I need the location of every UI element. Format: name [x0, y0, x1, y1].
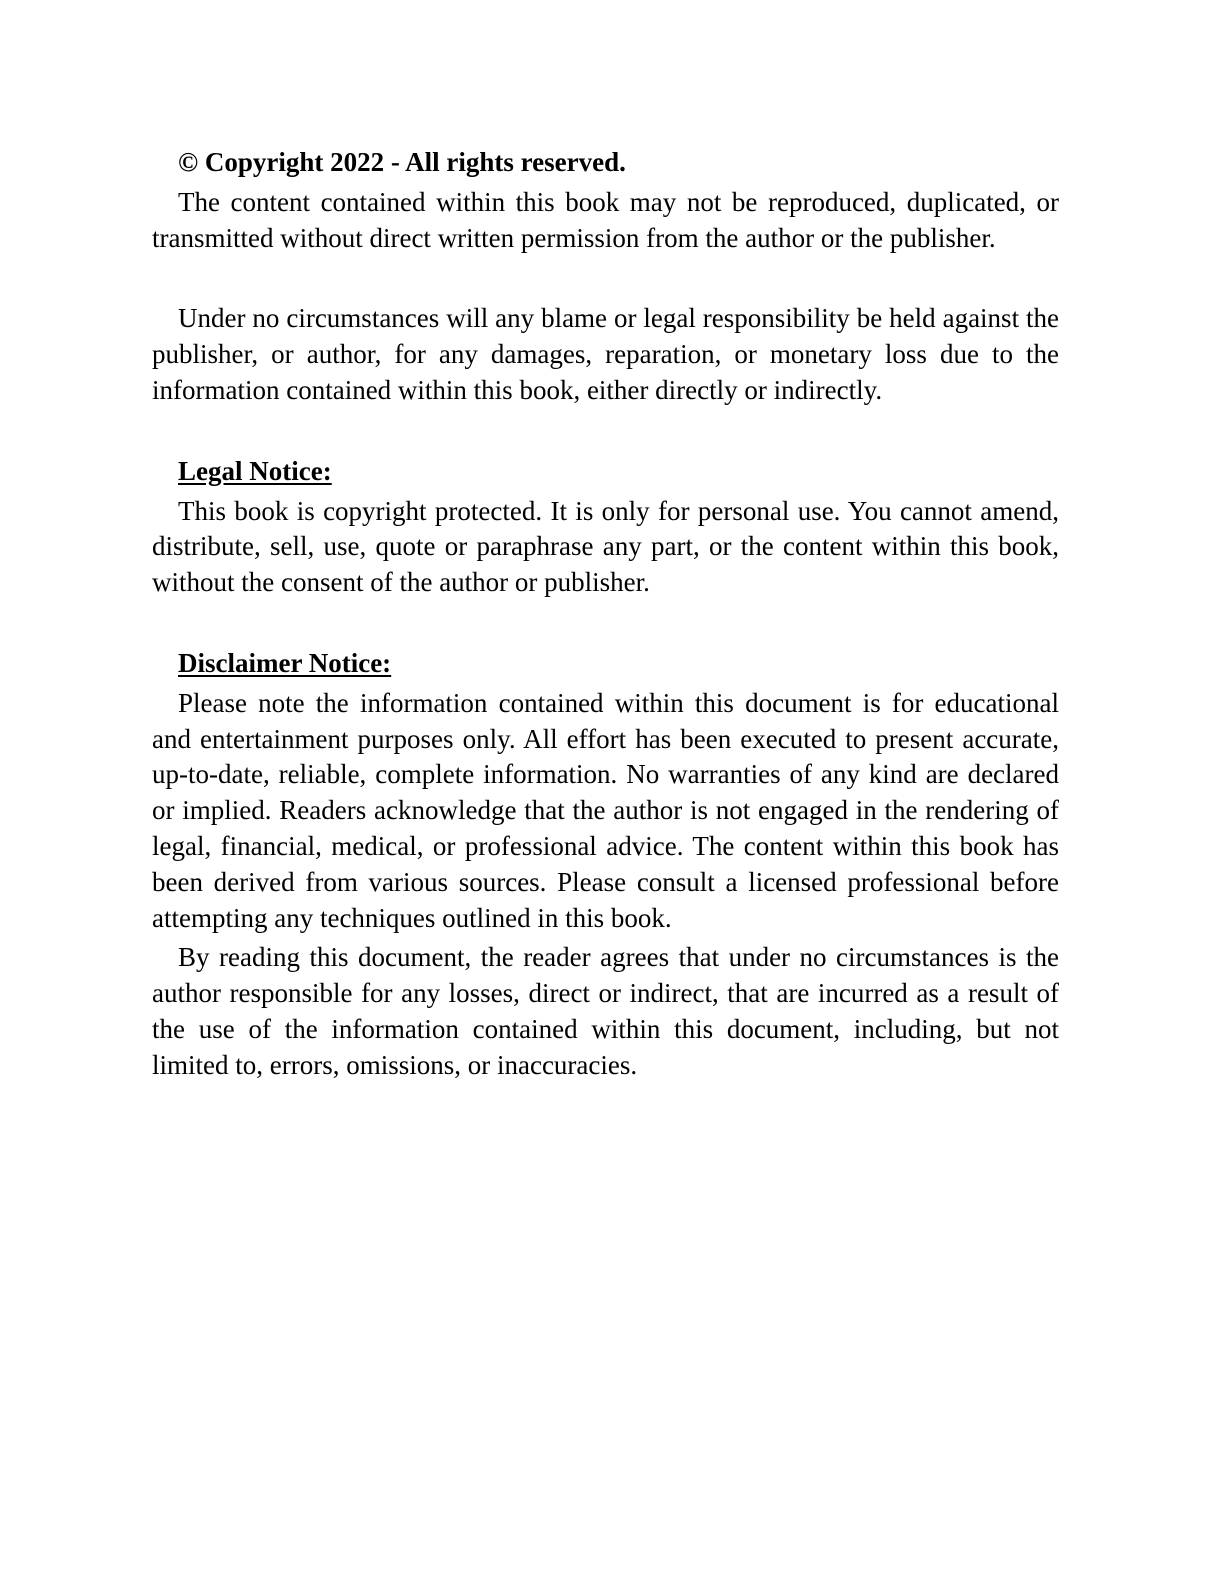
- copyright-paragraph: The content contained within this book may not be reproduced, duplicated, or transmitted without direct written permission from the author or the publisher.: [152, 186, 1059, 253]
- disclaimer-paragraph-1: Please note the information contained within this document is for educational and entertainment purposes only. All effort has been executed to present accurate, up-to-date, reliable, complete information. No warranties of any kind are declared or implied. Readers acknowledge that the author is not engaged in the rendering of legal, financial, medical, or professional advice. The content within this book has been derived from various sources. Please consult a licensed professional before attempting any techniques outlined in this book.: [152, 687, 1059, 933]
- legal-notice-paragraph: This book is copyright protected. It is only for personal use. You cannot amend, distribute, sell, use, quote or paraphrase any part, or the content within this book, without the consent of the author or publisher.: [152, 495, 1059, 598]
- copyright-heading-text: © Copyright 2022 - All rights reserved.: [178, 147, 626, 177]
- legal-notice-heading-text: Legal Notice:: [178, 455, 332, 486]
- disclaimer-notice-heading-text: Disclaimer Notice:: [178, 647, 392, 678]
- copyright-heading: [152, 145, 1059, 181]
- liability-paragraph: Under no circumstances will any blame or legal responsibility be held against the publisher, or author, for any damages, reparation, or monetary loss due to the information contained within this book, either directly or indirectly.: [152, 303, 1059, 405]
- spacer: [152, 256, 1059, 301]
- legal-notice-heading: [152, 454, 1059, 490]
- spacer: [152, 409, 1059, 454]
- spacer: [152, 601, 1059, 646]
- disclaimer-notice-heading: [152, 646, 1059, 682]
- disclaimer-paragraph-2: By reading this document, the reader agrees that under no circumstances is the author responsible for any losses, direct or indirect, that are incurred as a result of the use of the information contained within this document, including, but not limited to, errors, omissions, or inaccuracies.: [152, 942, 1059, 1080]
- document-page: [152, 145, 1059, 1084]
